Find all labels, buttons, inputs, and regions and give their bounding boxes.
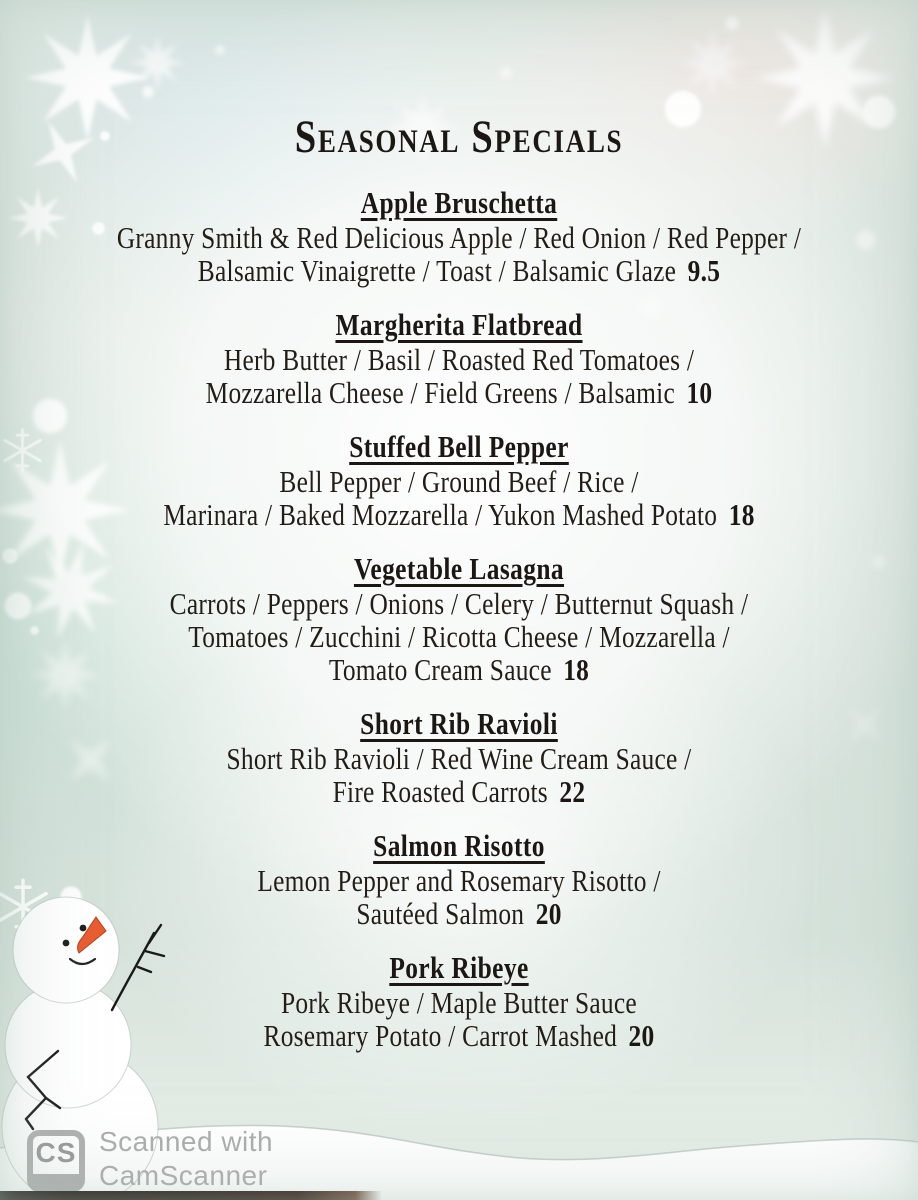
- menu-item-name: Salmon Risotto: [373, 828, 545, 863]
- bokeh-dot: [2, 548, 18, 569]
- menu-section: [83, 430, 836, 531]
- menu-item-name: Short Rib Ravioli: [360, 706, 558, 741]
- menu-line: Herb Butter / Basil / Roasted Red Tomatoes /: [223, 342, 695, 377]
- bokeh-dot: [30, 622, 39, 640]
- menu-line: Marinara / Baked Mozzarella / Yukon Mashed Potato 18: [163, 497, 755, 532]
- menu-line: Mozzarella Cheese / Field Greens / Balsamic 10: [205, 375, 713, 410]
- menu-price: 20: [535, 896, 562, 931]
- menu-item-description: [83, 465, 836, 531]
- bokeh-dot: [856, 230, 876, 255]
- menu-section: [83, 829, 836, 930]
- camscanner-logo-bar: [31, 1174, 81, 1188]
- menu-line: Sautéed Salmon 20: [356, 896, 562, 931]
- menu-line: Balsamic Vinaigrette / Toast / Balsamic Glaze 9.5: [197, 253, 721, 288]
- menu-line: Short Rib Ravioli / Red Wine Cream Sauce /: [226, 741, 692, 776]
- menu-price: 20: [628, 1018, 655, 1053]
- menu-item-description: [83, 864, 836, 930]
- menu-line: Tomato Cream Sauce 18: [328, 652, 590, 687]
- scan-bottom-bar: [0, 1191, 382, 1200]
- scan-edge-strip: [908, 14, 918, 1174]
- menu-line: Rosemary Potato / Carrot Mashed 20: [263, 1018, 655, 1053]
- menu-price: 18: [563, 652, 590, 687]
- snowflake-icon: [8, 188, 68, 253]
- menu-item-name: Stuffed Bell Pepper: [349, 429, 569, 464]
- watermark-text-line2: CamScanner: [99, 1160, 268, 1191]
- menu-item-description: [83, 343, 836, 409]
- menu-line: Tomatoes / Zucchini / Ricotta Cheese / Mozzarella /: [188, 619, 730, 654]
- menu-item-name: Pork Ribeye: [389, 950, 529, 985]
- camscanner-watermark: [0, 1122, 420, 1200]
- menu-item-name: Apple Bruschetta: [360, 185, 558, 220]
- menu-price: 22: [559, 774, 586, 809]
- menu-item-description: [83, 587, 836, 686]
- menu-section: [83, 951, 836, 1052]
- camscanner-logo-text: CS: [35, 1137, 77, 1168]
- menu-price: 10: [686, 375, 713, 410]
- menu-content: [83, 0, 836, 1200]
- menu-line: Bell Pepper / Ground Beef / Rice /: [279, 464, 639, 499]
- menu-section: [83, 707, 836, 808]
- bokeh-dot: [4, 592, 32, 625]
- menu-price: 9.5: [687, 253, 721, 288]
- menu-item-name: Vegetable Lasagna: [353, 551, 565, 586]
- camscanner-logo-icon: [27, 1130, 85, 1192]
- watermark-text-line1: Scanned with: [99, 1126, 274, 1157]
- menu-line: Carrots / Peppers / Onions / Celery / Butternut Squash /: [169, 586, 749, 621]
- bokeh-dot: [872, 555, 886, 574]
- bokeh-dot: [862, 95, 896, 134]
- menu-sections: [83, 186, 836, 1052]
- menu-line: Pork Ribeye / Maple Butter Sauce: [281, 985, 637, 1020]
- menu-item-description: [83, 221, 836, 287]
- menu-section: [83, 186, 836, 287]
- menu-title: Seasonal Specials: [294, 111, 624, 163]
- menu-item-description: [83, 986, 836, 1052]
- menu-section: [83, 308, 836, 409]
- menu-line: Granny Smith & Red Delicious Apple / Red Onion / Red Pepper /: [116, 220, 802, 255]
- menu-line: Lemon Pepper and Rosemary Risotto /: [257, 863, 661, 898]
- menu-section: [83, 552, 836, 686]
- menu-price: 18: [728, 497, 755, 532]
- menu-line: Fire Roasted Carrots 22: [332, 774, 586, 809]
- menu-item-description: [83, 742, 836, 808]
- snowflake-icon: [840, 700, 890, 755]
- menu-item-name: Margherita Flatbread: [335, 307, 583, 342]
